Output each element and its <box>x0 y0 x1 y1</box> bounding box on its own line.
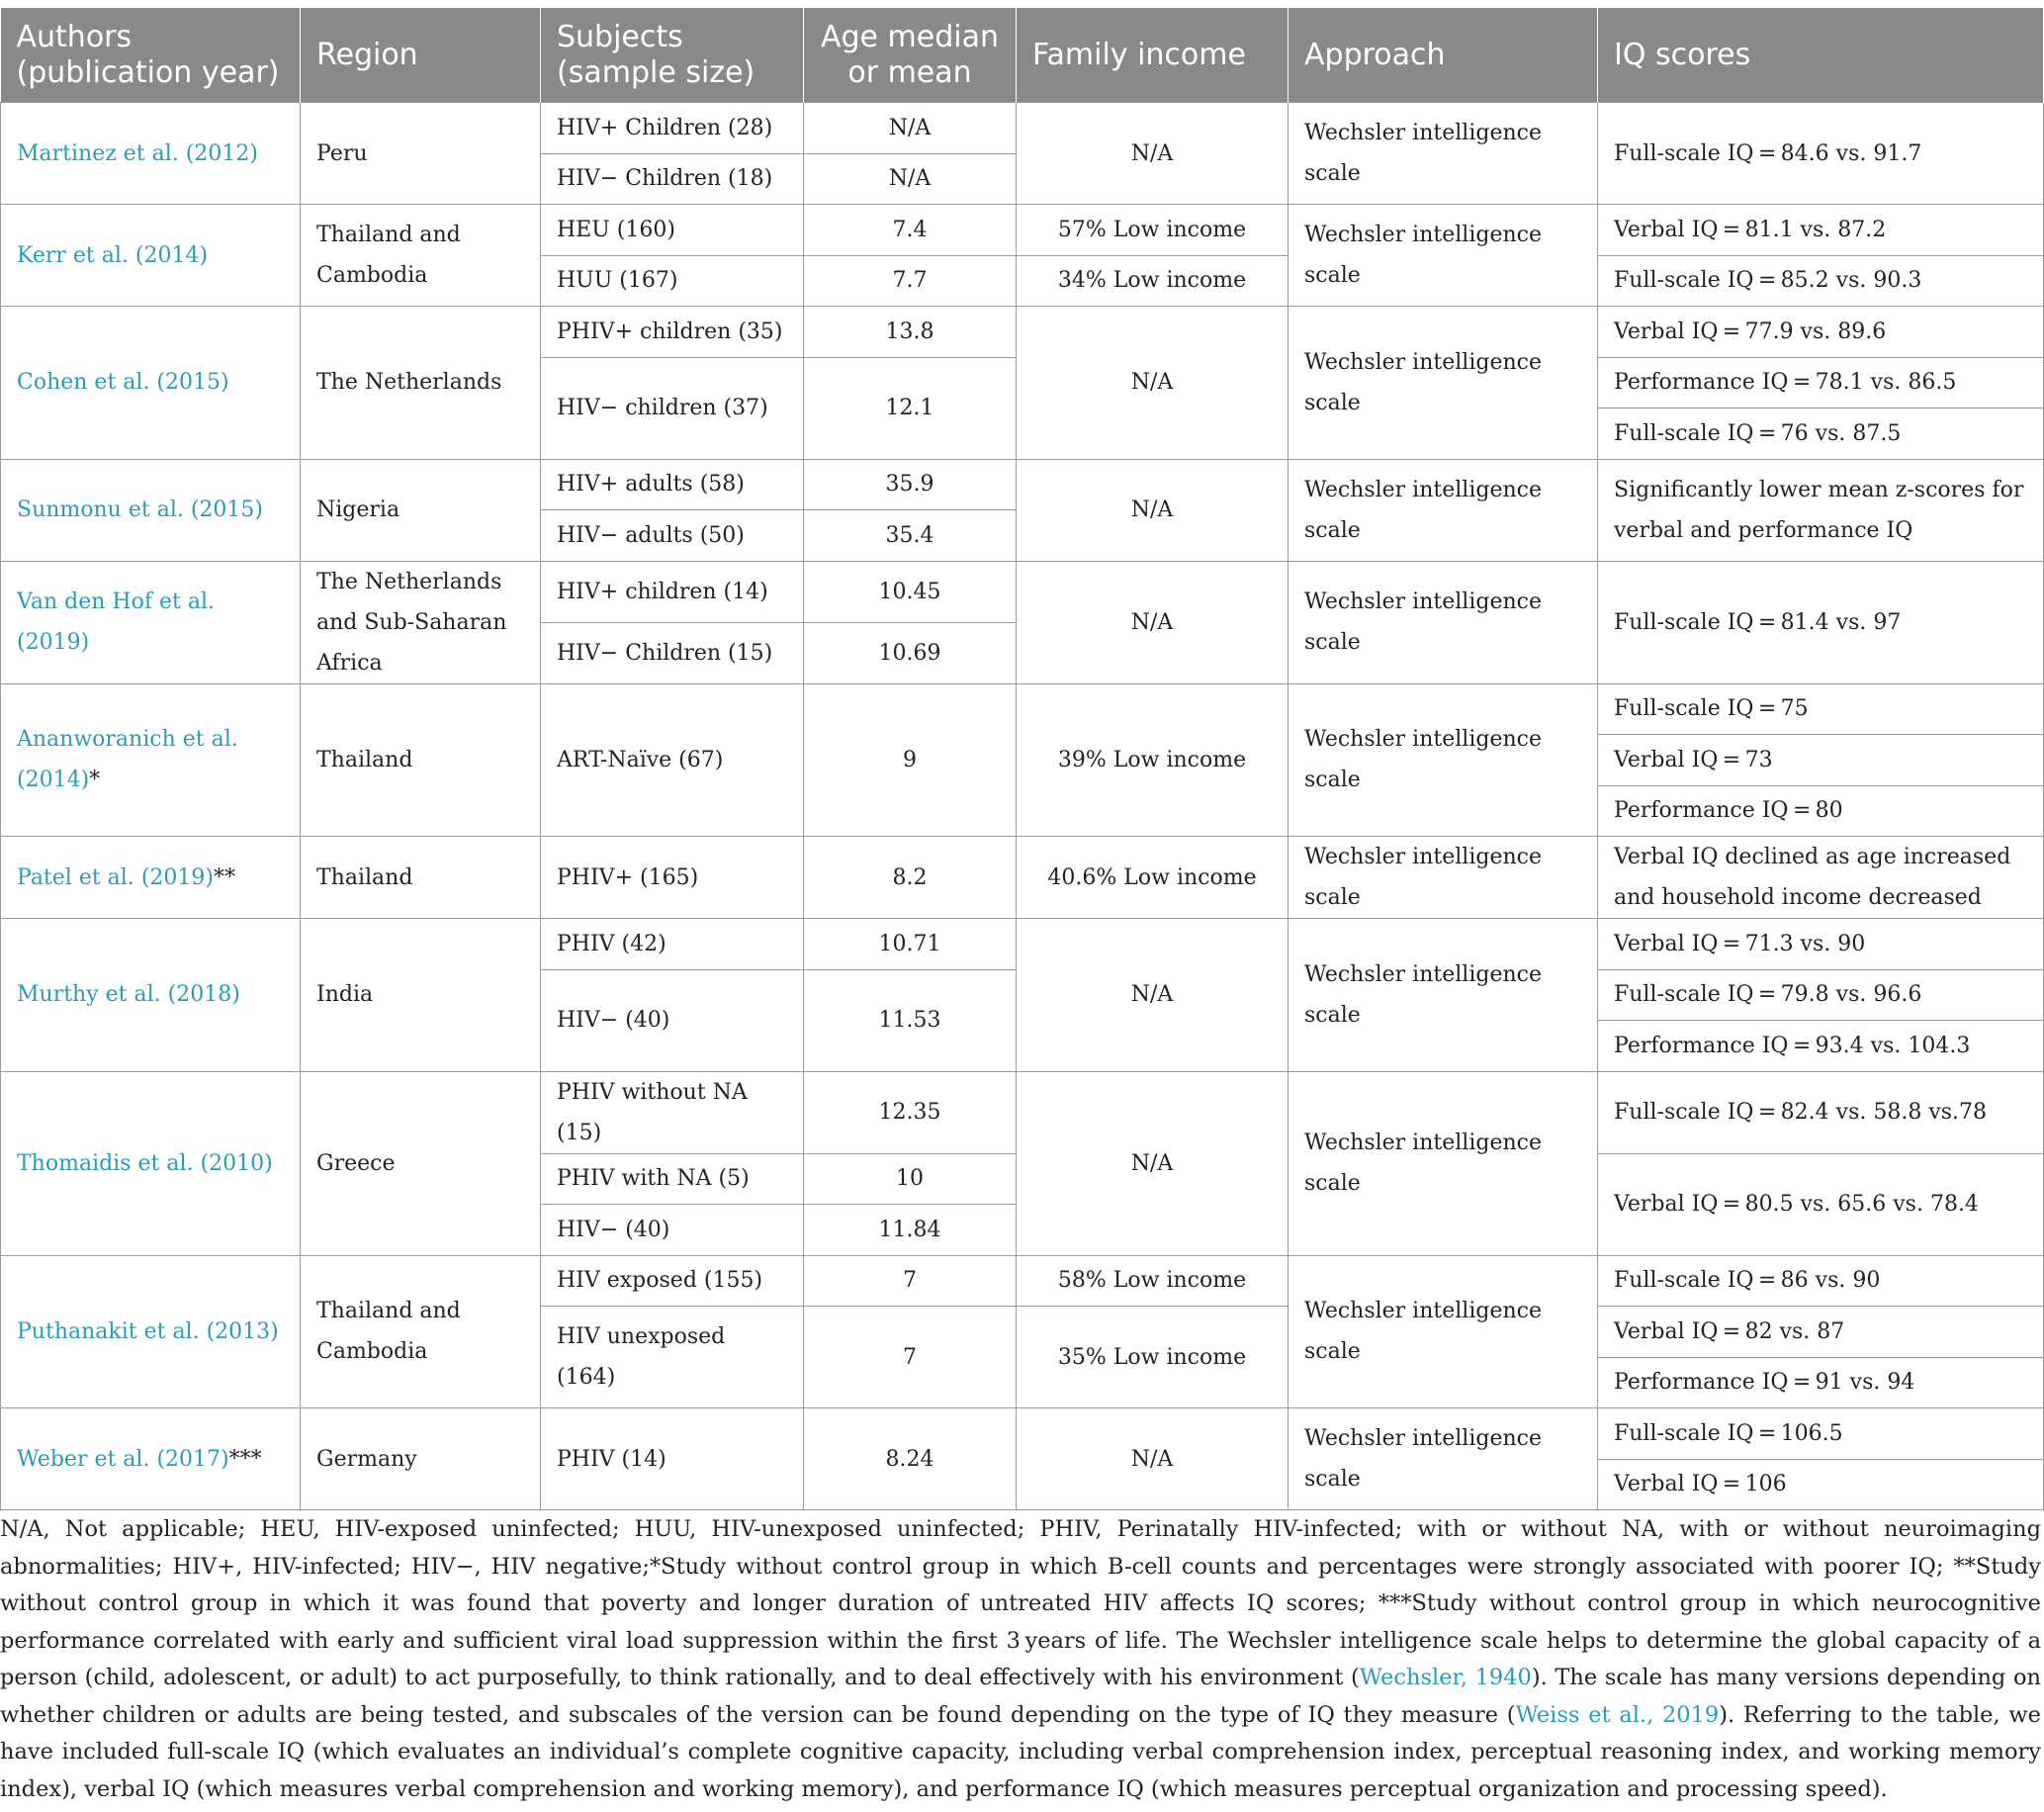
region-cell: Germany <box>301 1408 541 1510</box>
approach-cell: Wechsler intelligence scale <box>1289 459 1598 561</box>
col-header-authors: Authors (publication year) <box>1 8 301 103</box>
approach-cell: Wechsler intelligence scale <box>1289 837 1598 919</box>
author-cell[interactable] <box>1 459 301 561</box>
author-cell[interactable] <box>1 1255 301 1408</box>
subjects-cell: HIV exposed (155) <box>541 1255 804 1307</box>
region-cell: The Netherlands and Sub-Saharan Africa <box>301 561 541 683</box>
footnote-text-2: ). The scale has many versions depending on whether children or adults are being tested, and subscales of the version can be found depending on the type of IQ they measure ( <box>0 1665 2041 1728</box>
income-cell: 39% Low income <box>1017 683 1289 837</box>
author-citation-link[interactable]: Thomaidis et al. (2010) <box>17 1150 273 1176</box>
author-citation-link[interactable]: Kerr et al. (2014) <box>17 242 209 268</box>
col-header-age: Age median or mean <box>804 8 1017 103</box>
region-cell: Thailand <box>301 683 541 837</box>
iq-scores-cell: Full-scale IQ = 85.2 vs. 90.3 <box>1598 255 2044 307</box>
iq-scores-cell: Performance IQ = 93.4 vs. 104.3 <box>1598 1021 2044 1072</box>
approach-cell: Wechsler intelligence scale <box>1289 1408 1598 1510</box>
subjects-cell: HIV− Children (18) <box>541 153 804 205</box>
subjects-cell: PHIV+ children (35) <box>541 307 804 358</box>
age-cell: 9 <box>804 683 1017 837</box>
iq-scores-cell: Significantly lower mean z-scores for verbal and performance IQ <box>1598 459 2044 561</box>
region-cell: India <box>301 919 541 1072</box>
region-cell: Thailand and Cambodia <box>301 205 541 307</box>
iq-scores-cell: Full-scale IQ = 82.4 vs. 58.8 vs.78 <box>1598 1071 2044 1153</box>
age-cell: N/A <box>804 153 1017 205</box>
subjects-cell: HIV− adults (50) <box>541 510 804 562</box>
table-row <box>1 683 2044 735</box>
footnote-text-3: ). Referring to the table, we have included full-scale IQ (which evaluates an individual’s complete cognitive capacity, including verbal comprehension index, perceptual reasoning index, and working memory index), verbal IQ (which measures verbal comprehension and working memory), and performance IQ (which measures perceptual organization and processing speed). <box>0 1701 2041 1802</box>
subjects-cell: PHIV+ (165) <box>541 837 804 919</box>
subjects-cell: HIV unexposed (164) <box>541 1307 804 1408</box>
author-citation-link[interactable]: Weber et al. (2017) <box>17 1446 229 1472</box>
approach-cell: Wechsler intelligence scale <box>1289 307 1598 460</box>
approach-cell: Wechsler intelligence scale <box>1289 205 1598 307</box>
footnote-marker: * <box>89 768 101 793</box>
approach-cell: Wechsler intelligence scale <box>1289 1255 1598 1408</box>
iq-scores-cell: Verbal IQ = 71.3 vs. 90 <box>1598 919 2044 970</box>
subjects-cell: HIV− (40) <box>541 969 804 1071</box>
footnote-text-1: N/A, Not applicable; HEU, HIV-exposed uninfected; HUU, HIV-unexposed uninfected; PHIV, Perinatally HIV-infected; with or without NA, with or without neuroimaging abnormalities; HIV+, HIV-infected; HIV−, HIV negative;*Study without control group in which B-cell counts and percentages were strongly associated with poorer IQ; **Study without control group in which it was found that poverty and longer duration of untreated HIV affects IQ scores; ***Study without control group in which neurocognitive performance correlated with early and sufficient viral load suppression within the first 3 years of life. The Wechsler intelligence scale helps to determine the global capacity of a person (child, adolescent, or adult) to act purposefully, to think rationally, and to deal effectively with his environment ( <box>0 1516 2041 1690</box>
author-cell[interactable] <box>1 561 301 683</box>
footnote-marker: ** <box>213 864 235 890</box>
income-cell: N/A <box>1017 561 1289 683</box>
income-cell: 57% Low income <box>1017 205 1289 256</box>
region-cell: The Netherlands <box>301 307 541 460</box>
age-cell: 35.9 <box>804 459 1017 510</box>
iq-scores-cell: Verbal IQ = 82 vs. 87 <box>1598 1307 2044 1358</box>
subjects-cell: HUU (167) <box>541 255 804 307</box>
author-cell[interactable] <box>1 103 301 205</box>
income-cell: N/A <box>1017 919 1289 1072</box>
footnote-marker: *** <box>228 1446 262 1472</box>
age-cell: 10 <box>804 1153 1017 1205</box>
age-cell: 11.53 <box>804 969 1017 1071</box>
age-cell: 7.7 <box>804 255 1017 307</box>
author-citation-link[interactable]: Patel et al. (2019) <box>17 864 214 890</box>
iq-scores-cell: Performance IQ = 91 vs. 94 <box>1598 1357 2044 1408</box>
subjects-cell: PHIV (14) <box>541 1408 804 1510</box>
income-cell: 34% Low income <box>1017 255 1289 307</box>
iq-scores-cell: Full-scale IQ = 81.4 vs. 97 <box>1598 561 2044 683</box>
approach-cell: Wechsler intelligence scale <box>1289 919 1598 1072</box>
iq-scores-cell: Verbal IQ = 81.1 vs. 87.2 <box>1598 205 2044 256</box>
iq-scores-cell: Full-scale IQ = 75 <box>1598 683 2044 735</box>
author-citation-link[interactable]: Murthy et al. (2018) <box>17 982 240 1008</box>
col-header-income: Family income <box>1017 8 1289 103</box>
iq-scores-cell: Verbal IQ = 77.9 vs. 89.6 <box>1598 307 2044 358</box>
col-header-subjects: Subjects (sample size) <box>541 8 804 103</box>
iq-scores-cell: Full-scale IQ = 76 vs. 87.5 <box>1598 408 2044 460</box>
iq-scores-cell: Verbal IQ = 73 <box>1598 735 2044 786</box>
approach-cell: Wechsler intelligence scale <box>1289 1071 1598 1255</box>
author-cell[interactable] <box>1 1071 301 1255</box>
age-cell: 12.35 <box>804 1071 1017 1153</box>
author-citation-link[interactable]: Cohen et al. (2015) <box>17 370 229 396</box>
subjects-cell: HIV+ adults (58) <box>541 459 804 510</box>
iq-studies-table <box>0 8 2044 1510</box>
age-cell: 8.24 <box>804 1408 1017 1510</box>
iq-scores-cell: Full-scale IQ = 84.6 vs. 91.7 <box>1598 103 2044 205</box>
age-cell: 10.69 <box>804 622 1017 683</box>
income-cell: N/A <box>1017 1071 1289 1255</box>
author-citation-link[interactable]: Sunmonu et al. (2015) <box>17 498 263 522</box>
age-cell: 11.84 <box>804 1205 1017 1256</box>
col-header-region: Region <box>301 8 541 103</box>
table-body <box>1 103 2044 1510</box>
region-cell: Thailand and Cambodia <box>301 1255 541 1408</box>
subjects-cell: PHIV (42) <box>541 919 804 970</box>
table-row <box>1 837 2044 919</box>
table-row <box>1 1408 2044 1460</box>
iq-scores-cell: Verbal IQ = 106 <box>1598 1459 2044 1510</box>
table-row <box>1 561 2044 622</box>
income-cell: 35% Low income <box>1017 1307 1289 1408</box>
author-cell[interactable] <box>1 205 301 307</box>
iq-scores-cell: Full-scale IQ = 86 vs. 90 <box>1598 1255 2044 1307</box>
table-footnote <box>0 1511 2041 1808</box>
author-cell[interactable] <box>1 683 301 837</box>
income-cell: N/A <box>1017 307 1289 460</box>
iq-scores-cell: Verbal IQ declined as age increased and household income decreased <box>1598 837 2044 919</box>
iq-scores-cell: Performance IQ = 78.1 vs. 86.5 <box>1598 357 2044 408</box>
region-cell: Thailand <box>301 837 541 919</box>
subjects-cell: HEU (160) <box>541 205 804 256</box>
income-cell: N/A <box>1017 103 1289 205</box>
approach-cell: Wechsler intelligence scale <box>1289 103 1598 205</box>
age-cell: 10.45 <box>804 561 1017 622</box>
income-cell: 58% Low income <box>1017 1255 1289 1307</box>
income-cell: N/A <box>1017 459 1289 561</box>
approach-cell: Wechsler intelligence scale <box>1289 683 1598 837</box>
subjects-cell: HIV− children (37) <box>541 357 804 459</box>
table-header-row <box>1 8 2044 103</box>
income-cell: N/A <box>1017 1408 1289 1510</box>
author-citation-link[interactable]: Ananworanich et al. (2014) <box>17 727 238 793</box>
table-row <box>1 459 2044 510</box>
iq-scores-cell: Full-scale IQ = 106.5 <box>1598 1408 2044 1460</box>
subjects-cell: HIV+ Children (28) <box>541 103 804 154</box>
subjects-cell: HIV− Children (15) <box>541 622 804 683</box>
age-cell: 7 <box>804 1307 1017 1408</box>
subjects-cell: PHIV with NA (5) <box>541 1153 804 1205</box>
approach-cell: Wechsler intelligence scale <box>1289 561 1598 683</box>
iq-scores-cell: Full-scale IQ = 79.8 vs. 96.6 <box>1598 969 2044 1021</box>
age-cell: 13.8 <box>804 307 1017 358</box>
author-citation-link[interactable]: Martinez et al. (2012) <box>17 140 258 166</box>
author-cell[interactable] <box>1 919 301 1072</box>
region-cell: Peru <box>301 103 541 205</box>
iq-scores-cell: Performance IQ = 80 <box>1598 785 2044 837</box>
table-row <box>1 205 2044 256</box>
age-cell: 7.4 <box>804 205 1017 256</box>
age-cell: 8.2 <box>804 837 1017 919</box>
col-header-iq: IQ scores <box>1598 8 2044 103</box>
citation-link-wechsler[interactable]: Wechsler, 1940 <box>1359 1665 1532 1690</box>
author-cell[interactable] <box>1 307 301 460</box>
subjects-cell: HIV+ children (14) <box>541 561 804 622</box>
income-cell: 40.6% Low income <box>1017 837 1289 919</box>
iq-scores-cell: Verbal IQ = 80.5 vs. 65.6 vs. 78.4 <box>1598 1153 2044 1255</box>
age-cell: 10.71 <box>804 919 1017 970</box>
author-cell[interactable] <box>1 1408 301 1510</box>
author-cell[interactable] <box>1 837 301 919</box>
region-cell: Greece <box>301 1071 541 1255</box>
table-row <box>1 103 2044 154</box>
subjects-cell: HIV− (40) <box>541 1205 804 1256</box>
subjects-cell: PHIV without NA (15) <box>541 1071 804 1153</box>
age-cell: 35.4 <box>804 510 1017 562</box>
age-cell: 12.1 <box>804 357 1017 459</box>
age-cell: N/A <box>804 103 1017 154</box>
age-cell: 7 <box>804 1255 1017 1307</box>
citation-link-weiss[interactable]: Weiss et al., 2019 <box>1515 1701 1720 1728</box>
author-citation-link[interactable]: Van den Hof et al. (2019) <box>17 589 215 655</box>
author-citation-link[interactable]: Puthanakit et al. (2013) <box>17 1318 279 1344</box>
col-header-approach: Approach <box>1289 8 1598 103</box>
region-cell: Nigeria <box>301 459 541 561</box>
subjects-cell: ART-Naïve (67) <box>541 683 804 837</box>
